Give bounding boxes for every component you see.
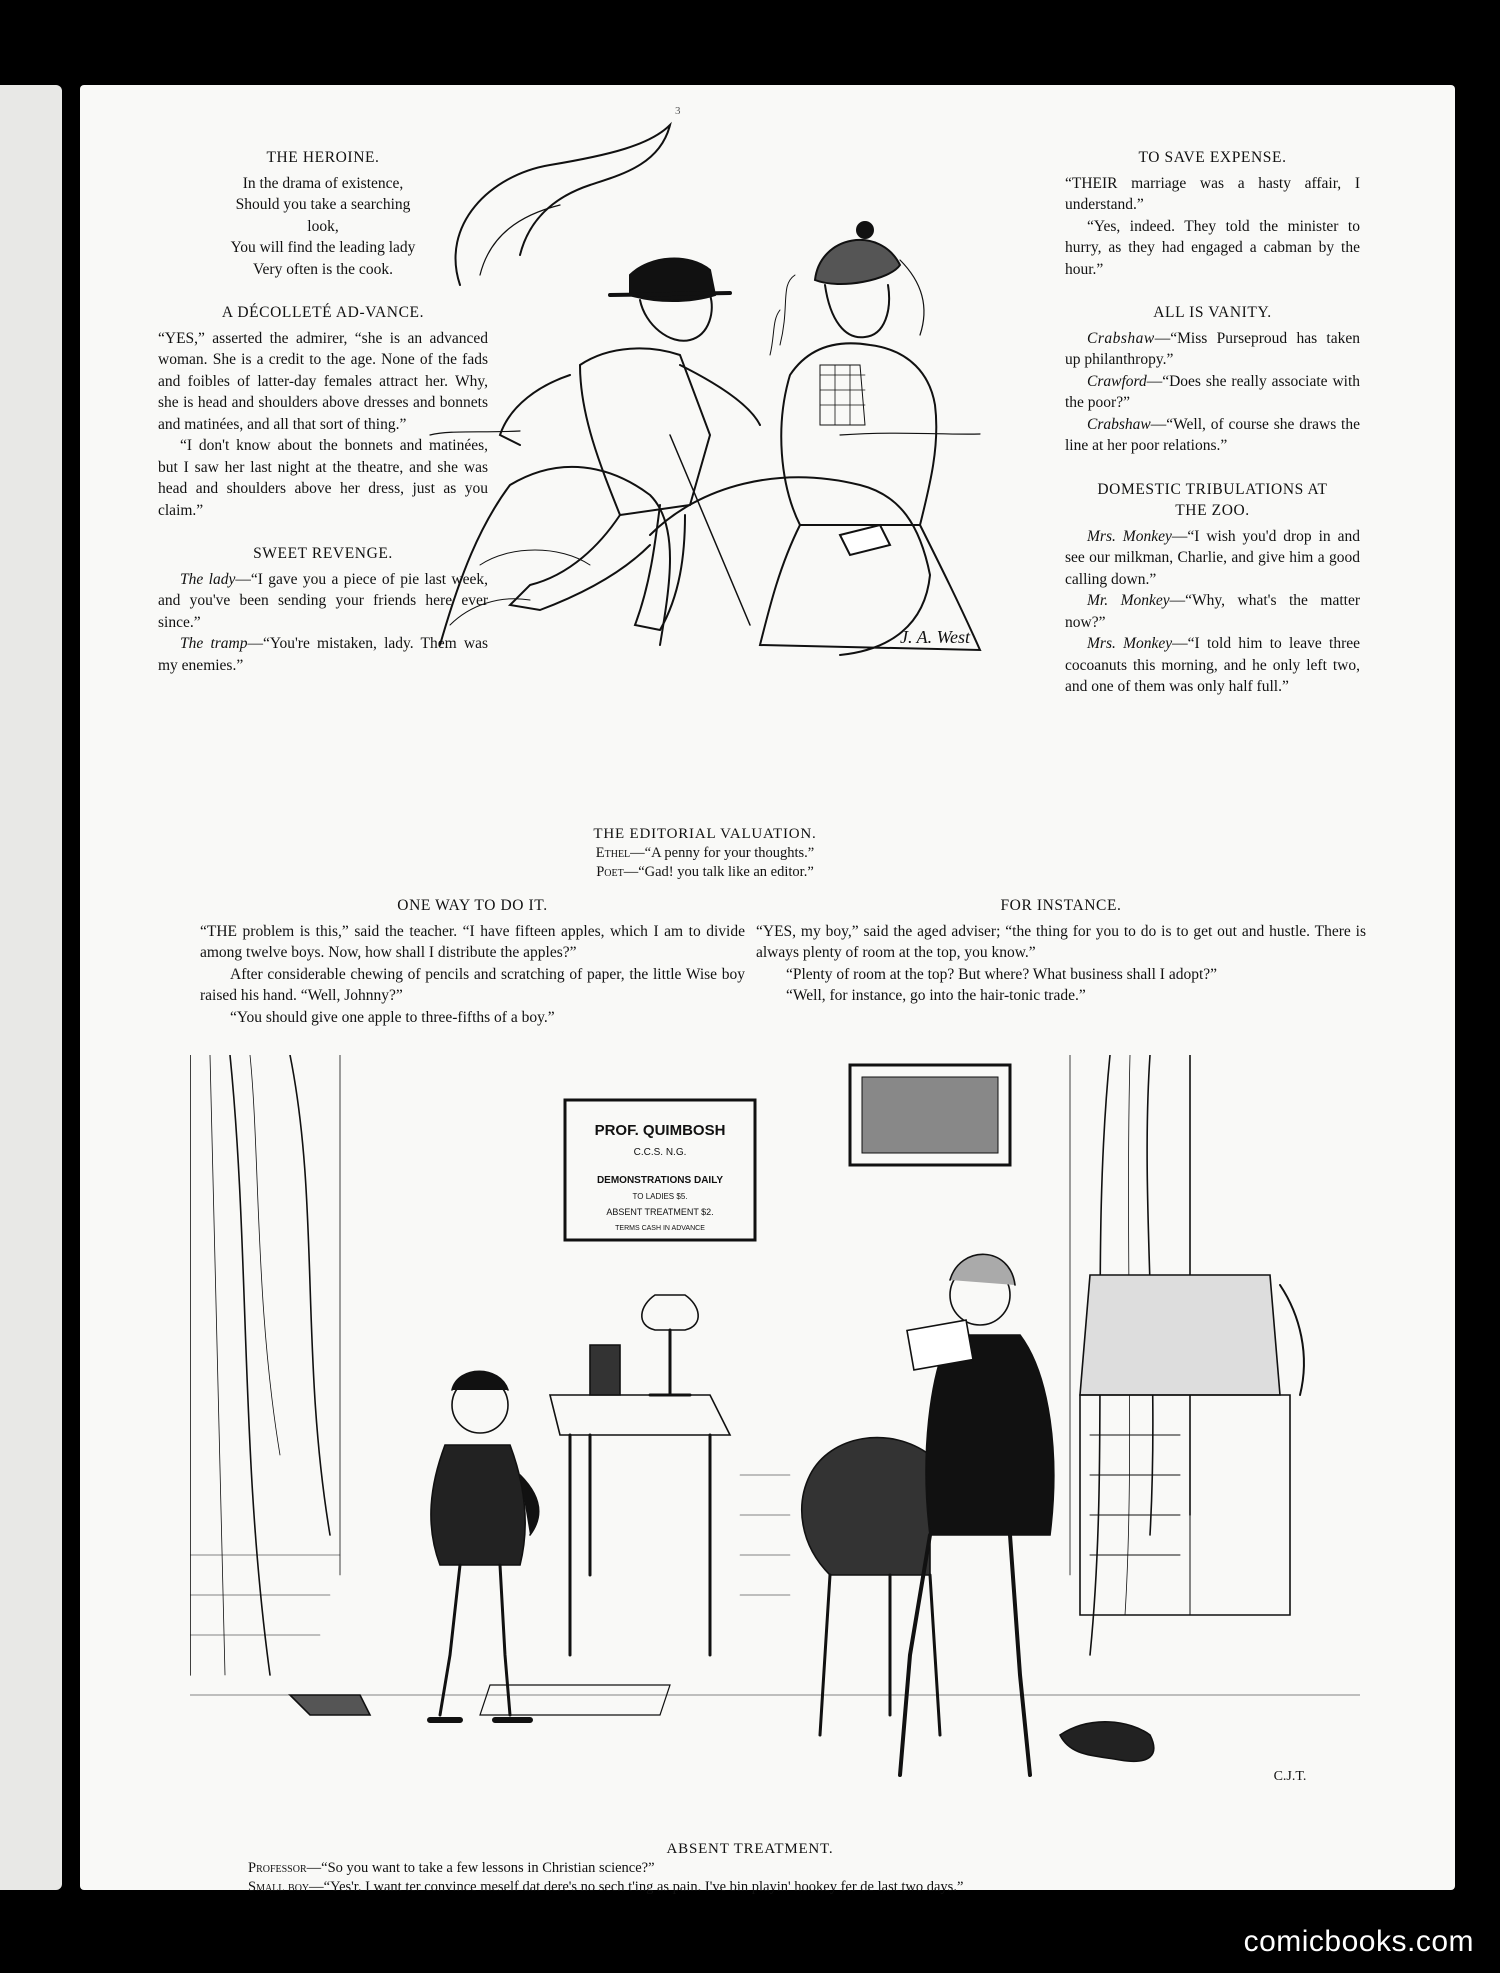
editorial-line2 <box>460 863 950 882</box>
vanity-line3 <box>1065 414 1360 457</box>
speaker: The lady <box>180 570 236 588</box>
speaker: Crawford <box>1087 372 1147 390</box>
speaker: Crabshaw <box>1087 329 1155 347</box>
for-instance-title: FOR INSTANCE. <box>1000 897 1122 914</box>
page-marker: 3 <box>675 105 681 117</box>
dialogue: —“I wish you'd drop in and see our milkman, Charlie, and give him a good calling down.” <box>1065 527 1360 588</box>
one-way-p3: “You should give one apple to three-fifths of a boy.” <box>230 1008 555 1026</box>
one-way-p2: After considerable chewing of pencils and scratching of paper, the little Wise boy raised his hand. “Well, Johnny?” <box>200 965 745 1004</box>
absent-signature: C.J.T. <box>1273 1769 1307 1784</box>
dialogue: —“Miss Purseproud has taken up philanthropy.” <box>1065 329 1360 368</box>
right-column <box>1065 147 1360 698</box>
dialogue: —“A penny for your thoughts.” <box>630 845 815 861</box>
expense-title: TO SAVE EXPENSE. <box>1138 149 1287 166</box>
editorial-caption <box>460 825 950 882</box>
speaker: Ethel <box>595 845 631 861</box>
speaker: Mrs. Monkey <box>1087 635 1173 652</box>
poem-line: Should you take a searching <box>235 196 411 213</box>
dialogue: —“Why, what's the matter now?” <box>1065 592 1361 631</box>
speaker: Mrs. Monkey <box>1087 527 1172 545</box>
sign-line4: TO LADIES $5. <box>632 1192 688 1201</box>
zoo-line3 <box>1065 633 1360 698</box>
dialogue: —“I told him to leave three cocoanuts this morning, and he only left two, and one of them was only half full.” <box>1065 635 1360 695</box>
one-way-article <box>200 895 745 1028</box>
dialogue: —“Well, of course she draws the line at her poor relations.” <box>1065 415 1360 454</box>
absent-treatment-illustration <box>190 1055 1360 1835</box>
absent-caption <box>200 1840 1300 1897</box>
heroine-title: THE HEROINE. <box>266 149 380 166</box>
dialogue: —“So you want to take a few lessons in Christian science?” <box>306 1860 655 1876</box>
sign-line3: DEMONSTRATIONS DAILY <box>596 1175 724 1186</box>
speaker: Poet <box>596 864 624 880</box>
absent-line1 <box>200 1859 1300 1878</box>
for-instance-p3: “Well, for instance, go into the hair-tonic trade.” <box>786 987 1086 1004</box>
revenge-title: SWEET REVENGE. <box>253 545 393 562</box>
dialogue: —“You're mistaken, lady. Them was my enemies.” <box>158 635 488 674</box>
expense-p1: “THEIR marriage was a hasty affair, I understand.” <box>1065 174 1360 213</box>
one-way-p1: “THE problem is this,” said the teacher. “I have fifteen apples, which I am to divide among twelve boys. Now, how shall I distribute the apples?” <box>200 922 745 961</box>
dialogue: —“I gave you a piece of pie last week, and you've been sending your friends here ever since.” <box>158 570 489 631</box>
expense-p2: “Yes, indeed. They told the minister to hurry, as they had engaged a cabman by the hour.” <box>1065 217 1360 278</box>
dialogue: —“Does she really associate with the poor?” <box>1065 372 1360 411</box>
speaker: The tramp <box>180 635 248 652</box>
vanity-line2 <box>1065 371 1360 414</box>
sign-line1: PROF. QUIMBOSH <box>594 1122 726 1139</box>
facing-page-edge <box>0 85 62 1890</box>
poem-line: You will find the leading lady <box>230 239 416 256</box>
magazine-page <box>80 85 1455 1895</box>
zoo-line2 <box>1065 590 1360 633</box>
absent-title: ABSENT TREATMENT. <box>666 1841 834 1857</box>
poem-line: look, <box>307 217 339 235</box>
decollete-p1: “YES,” asserted the admirer, “she is an advanced woman. She is a credit to the age. None of the fads and foibles of latter-day females attract her. Why, she is head and shoulders above dresses and bonnets and matinées, and all that sort of thing.” <box>158 329 488 433</box>
decollete-p2: “I don't know about the bonnets and matinées, but I saw her last night at the theatre, and she was head and shoulders above her dress, just as you claim.” <box>158 437 488 519</box>
vanity-title: ALL IS VANITY. <box>1153 304 1272 321</box>
sign-line6: TERMS CASH IN ADVANCE <box>615 1225 705 1232</box>
watermark: comicbooks.com <box>1243 1925 1474 1958</box>
poem-line: In the drama of existence, <box>242 174 404 192</box>
dialogue: —“Gad! you talk like an editor.” <box>623 864 814 880</box>
speaker: Small boy <box>248 1879 310 1895</box>
zoo-title: DOMESTIC TRIBULATIONS AT THE ZOO. <box>1097 480 1328 519</box>
editorial-line1 <box>460 844 950 863</box>
one-way-title: ONE WAY TO DO IT. <box>397 897 548 914</box>
sign-line5: ABSENT TREATMENT $2. <box>606 1207 714 1217</box>
decollete-title: A DÉCOLLETÉ AD-VANCE. <box>221 304 425 321</box>
dialogue: —“Yes'r. I want ter convince meself dat dere's no sech t'ing as pain. I've bin playin' hookey fer de last two days.” <box>309 1879 964 1895</box>
editorial-title: THE EDITORIAL VALUATION. <box>593 826 817 842</box>
poem-line: Very often is the cook. <box>253 260 393 278</box>
absent-line2 <box>200 1878 1300 1897</box>
speaker: Crabshaw <box>1087 415 1151 433</box>
speaker: Professor <box>248 1860 307 1876</box>
sign-line2: C.C.S. N.G. <box>633 1147 687 1158</box>
for-instance-p2: “Plenty of room at the top? But where? What business shall I adopt?” <box>786 965 1218 983</box>
for-instance-p1: “YES, my boy,” said the aged adviser; “the thing for you to do is to get out and hustle. There is always plenty of room at the top, you know.” <box>756 922 1366 961</box>
editorial-valuation-illustration <box>420 105 1020 665</box>
zoo-line1 <box>1065 526 1360 591</box>
for-instance-article <box>756 895 1366 1007</box>
speaker: Mr. Monkey <box>1087 592 1170 609</box>
vanity-line1 <box>1065 328 1360 371</box>
editorial-signature: J. A. West <box>900 627 970 647</box>
